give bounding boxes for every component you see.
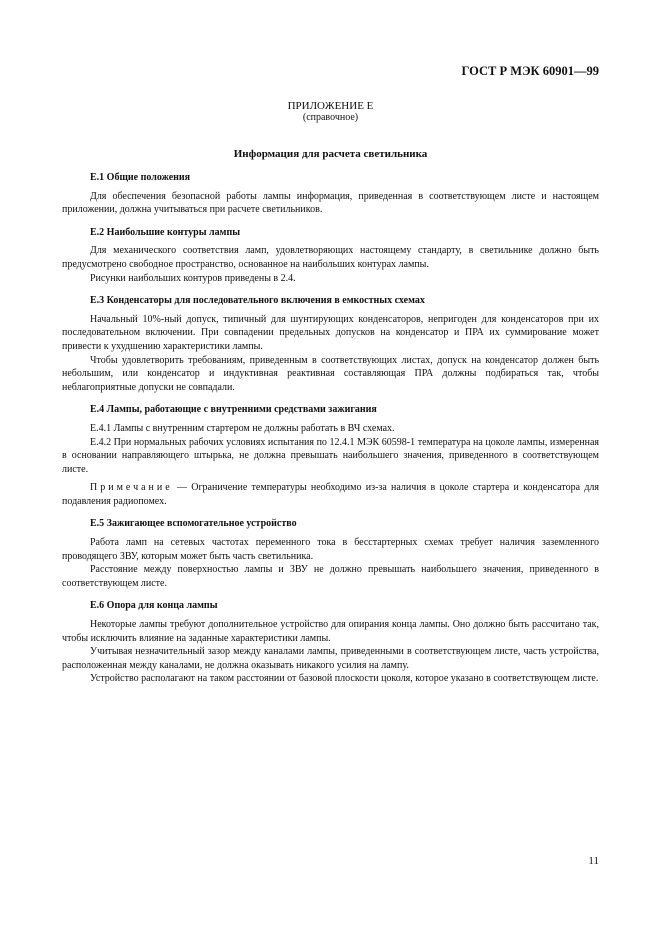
paragraph: Е.4.2 При нормальных рабочих условиях испытания по 12.4.1 МЭК 60598-1 температура на цоколе лампы, измеренная в основании направляющего штырька, не должна превышать наибольшего значения, приведенного в соответствующем листе. xyxy=(62,436,599,475)
paragraph: Для механического соответствия ламп, удовлетворяющих настоящему стандарту, в светильнике должно быть предусмотрено свободное пространство, основанное на наибольших контурах лампы. xyxy=(62,245,599,270)
section-e4 xyxy=(62,403,599,508)
paragraph: Учитывая незначительный зазор между каналами лампы, приведенными в соответствующем листе, часть устройства, расположенная между каналами, не должна оказывать никакого усилия на лампу. xyxy=(62,646,599,671)
paragraph: Работа ламп на сетевых частотах переменного тока в бесстартерных схемах требует наличия заземленного проводящего ЗВУ, которым может быть часть светильника. xyxy=(62,537,599,562)
section-heading: Е.2 Наибольшие контуры лампы xyxy=(90,226,241,238)
paragraph: Некоторые лампы требуют дополнительное устройство для опирания конца лампы. Оно должно быть рассчитано так, чтобы исключить влияние на заданные характеристики лампы. xyxy=(62,619,599,644)
paragraph: Для обеспечения безопасной работы лампы информация, приведенная в соответствующем листе и настоящем приложении, должна учитываться при расчете светильников. xyxy=(62,190,599,216)
annex-status: (справочное) xyxy=(302,112,359,123)
annex-title: ПРИЛОЖЕНИЕ Е xyxy=(287,100,374,112)
section-heading: Е.6 Опора для конца лампы xyxy=(90,600,218,612)
paragraph: Рисунки наибольших контуров приведены в 2.4. xyxy=(90,272,296,284)
paragraph: Начальный 10%-ный допуск, типичный для шунтирующих конденсаторов, непригоден для конденсаторов при их последовательном включении. При совпадении предельных допусков на конденсатор и ПРА их суммирование может привести к ухудшению характеристики лампы. xyxy=(62,313,599,352)
section-e5 xyxy=(62,517,599,590)
section-e1 xyxy=(62,171,599,217)
note xyxy=(62,481,599,508)
paragraph: Чтобы удовлетворить требованиям, приведенным в соответствующих листах, допуск на конденсатор должен быть небольшим, или конденсатор и индуктивная реактивная составляющая ПРА должны подбираться так, чтобы неблагоприятные допуски не совпадали. xyxy=(62,354,599,393)
paragraph: Расстояние между поверхностью лампы и ЗВУ не должно превышать наибольшего значения, приведенного в соответствующем листе. xyxy=(62,564,599,589)
section-e2 xyxy=(62,226,599,285)
document-body xyxy=(62,171,599,695)
note-text: — Ограничение температуры необходимо из-за наличия в цоколе стартера и конденсатора для подавления радиопомех. xyxy=(62,482,599,507)
section-heading: Е.5 Зажигающее вспомогательное устройство xyxy=(90,518,297,530)
paragraph: Е.4.1 Лампы с внутренним стартером не должны работать в ВЧ схемах. xyxy=(90,422,395,434)
note-label: Примечание xyxy=(90,482,173,494)
section-heading: Е.3 Конденсаторы для последовательного включения в емкостных схемах xyxy=(90,295,425,307)
section-e6 xyxy=(62,599,599,686)
section-e3 xyxy=(62,294,599,394)
annex-header xyxy=(0,100,661,124)
standard-code: ГОСТ Р МЭК 60901—99 xyxy=(461,64,599,78)
page-number: 11 xyxy=(588,855,599,867)
section-heading: Е.4 Лампы, работающие с внутренними средствами зажигания xyxy=(90,404,377,416)
section-heading: Е.1 Общие положения xyxy=(90,172,191,183)
document-title: Информация для расчета светильника xyxy=(233,148,428,160)
paragraph: Устройство располагают на таком расстоянии от базовой плоскости цоколя, которое указано в соответствующем листе. xyxy=(90,673,599,685)
